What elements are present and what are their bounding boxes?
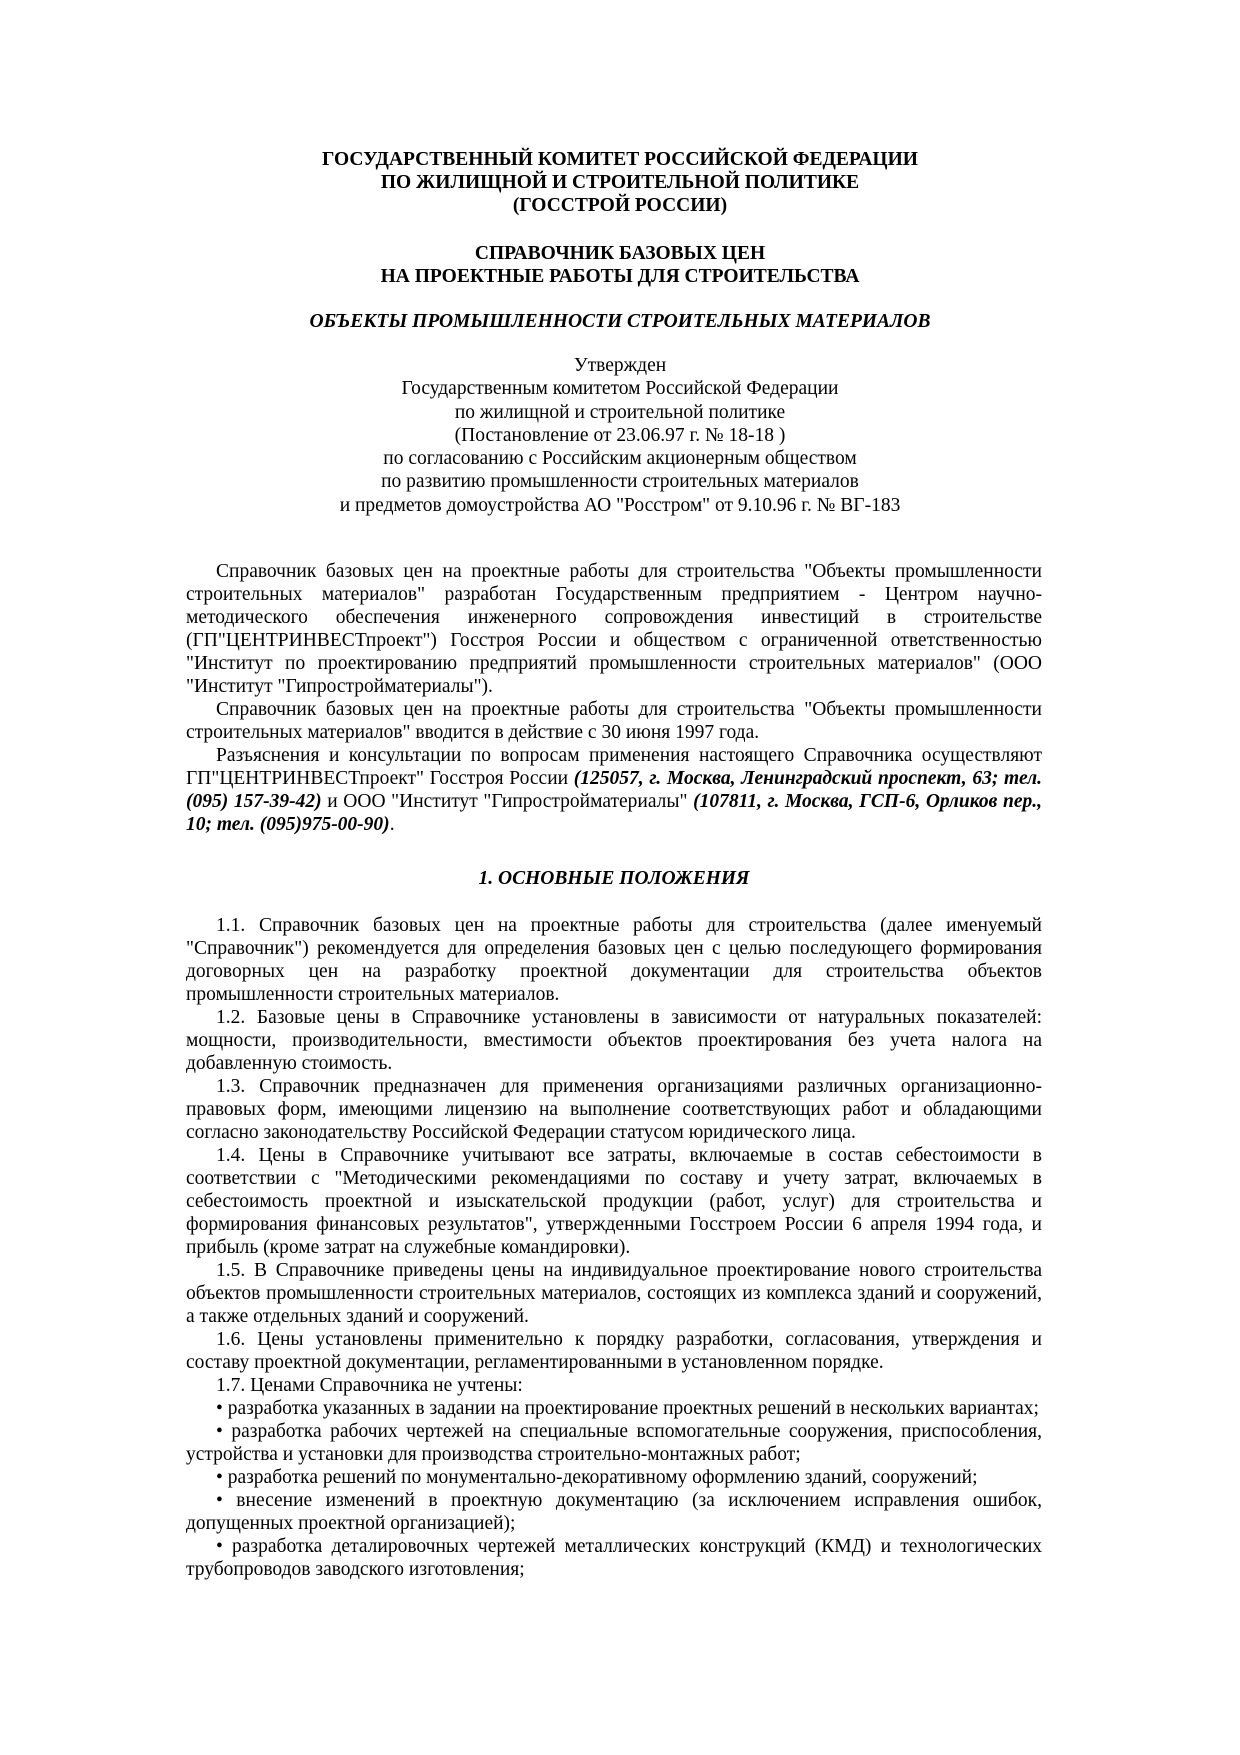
contacts-text: Разъяснения и консультации по вопросам применения настоящего Справочника осуществляют ГП"ЦЕНТРИНВЕСТпроект" Госстроя России (186, 745, 1042, 789)
issuer-header (0, 148, 1240, 217)
document-title (0, 242, 1240, 288)
intro-paragraph: Справочник базовых цен на проектные работы для строительства "Объекты промышленности строительных материалов" разработан Государственным предприятием - Центром научно-методического обеспечения инженерного сопровождения инвестиций в строительстве (ГП"ЦЕНТРИНВЕСТпроект") Госстроя России и обществом с ограниченной ответственностью "Институт по проектированию предприятий промышленности строительных материалов" (ООО "Институт "Гипростройматериалы"). (186, 561, 1042, 697)
section-1-heading (186, 867, 1042, 890)
approval-line: по развитию промышленности строительных материалов (381, 471, 859, 493)
bullet-item: • разработка деталировочных чертежей металлических конструкций (КМД) и технологических трубопроводов заводского изготовления; (186, 1536, 1042, 1580)
bullet-item: • разработка указанных в задании на проектирование проектных решений в нескольких вариантах; (216, 1398, 1039, 1419)
clause-paragraph: 1.3. Справочник предназначен для применения организациями различных организационно-правовых форм, имеющими лицензию на выполнение соответствующих работ и обладающими согласно законодательству Российской Федерации статусом юридического лица. (186, 1076, 1042, 1143)
title-line-2: НА ПРОЕКТНЫЕ РАБОТЫ ДЛЯ СТРОИТЕЛЬСТВА (380, 266, 860, 287)
clause-paragraph: 1.4. Цены в Справочнике учитывают все затраты, включаемые в состав себестоимости в соответствии с "Методическими рекомендациями по составу и учету затрат, включаемых в себестоимость проектной и изыскательской продукции (работ, услуг) для строительства и формирования финансовых результатов", утвержденными Госстроем России 6 апреля 1994 года, и прибыль (кроме затрат на служебные командировки). (186, 1145, 1042, 1258)
section-title: 1. ОСНОВНЫЕ ПОЛОЖЕНИЯ (478, 868, 750, 889)
contacts-text: . (389, 814, 395, 835)
intro-paragraph: Справочник базовых цен на проектные работы для строительства "Объекты промышленности строительных материалов" вводится в действие с 30 июня 1997 года. (186, 699, 1042, 743)
approval-line: по жилищной и строительной политике (454, 401, 786, 423)
approval-line: Государственным комитетом Российской Федерации (401, 378, 839, 400)
subtitle-text: ОБЪЕКТЫ ПРОМЫШЛЕННОСТИ СТРОИТЕЛЬНЫХ МАТЕРИАЛОВ (309, 311, 931, 332)
clause-paragraph: 1.7. Ценами Справочника не учтены: (216, 1375, 523, 1396)
bullet-item: • внесение изменений в проектную документацию (за исключением исправления ошибок, допущенных проектной организацией); (186, 1490, 1042, 1534)
bullet-item: • разработка решений по монументально-декоративному оформлению зданий, сооружений; (216, 1467, 978, 1488)
document-subtitle (0, 310, 1240, 333)
clause-paragraph: 1.6. Цены установлены применительно к порядку разработки, согласования, утверждения и составу проектной документации, регламентированными в установленном порядке. (186, 1329, 1042, 1373)
approval-line: и предметов домоустройства АО "Росстром" от 9.10.96 г. № ВГ-183 (339, 494, 901, 516)
intro-section (186, 560, 1042, 836)
contacts-text: и ООО "Институт "Гипростройматериалы" (321, 791, 694, 812)
issuer-line-2: ПО ЖИЛИЩНОЙ И СТРОИТЕЛЬНОЙ ПОЛИТИКЕ (380, 172, 860, 193)
intro-paragraph-contacts (186, 744, 1042, 836)
title-line-1: СПРАВОЧНИК БАЗОВЫХ ЦЕН (474, 243, 766, 264)
bullet-item: • разработка рабочих чертежей на специальные вспомогательные сооружения, приспособления, устройства и установки для производства строительно-монтажных работ; (186, 1421, 1042, 1465)
issuer-line-3: (ГОССТРОЙ РОССИИ) (512, 195, 728, 216)
clause-paragraph: 1.2. Базовые цены в Справочнике установлены в зависимости от натуральных показателей: мощности, производительности, вместимости объектов проектирования без учета налога на добавленную стоимость. (186, 1007, 1042, 1074)
clause-paragraph: 1.1. Справочник базовых цен на проектные работы для строительства (далее именуемый "Справочник") рекомендуется для определения базовых цен с целью последующего формирования договорных цен на разработку проектной документации для строительства объектов промышленности строительных материалов. (186, 915, 1042, 1005)
clause-paragraph: 1.5. В Справочнике приведены цены на индивидуальное проектирование нового строительства объектов промышленности строительных материалов, состоящих из комплекса зданий и сооружений, а также отдельных зданий и сооружений. (186, 1260, 1042, 1327)
contact-address-giprostroy: (107811, г. Москва, ГСП-6, Орликов пер., 10; тел. (095)975-00-90) (186, 791, 1043, 835)
section-1-body (186, 914, 1042, 1581)
contact-address-centrinvest: (125057, г. Москва, Ленинградский проспект, 63; тел. (095) 157-39-42) (186, 768, 1043, 812)
approval-line: по согласованию с Российским акционерным обществом (383, 448, 857, 470)
approval-line: Утвержден (573, 355, 667, 376)
approval-line: (Постановление от 23.06.97 г. № 18-18 ) (454, 424, 786, 446)
issuer-line-1: ГОСУДАРСТВЕННЫЙ КОМИТЕТ РОССИЙСКОЙ ФЕДЕРАЦИИ (322, 149, 918, 170)
approval-block (0, 354, 1240, 517)
